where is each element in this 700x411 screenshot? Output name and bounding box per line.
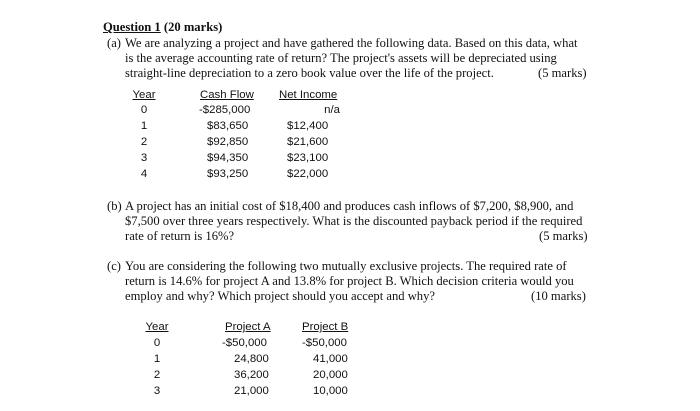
table-a-header-year: Year: [132, 89, 156, 101]
table-c-project-a: 36,200: [234, 369, 269, 381]
part-c-label: (c): [107, 259, 121, 273]
part-b-line-2: $7,500 over three years respectively. What is the discounted payback period if the required: [125, 214, 583, 228]
question-marks: (20 marks): [160, 20, 223, 34]
table-a-cashflow: $83,650: [207, 120, 249, 132]
part-b-line-3: rate of return is 16%?: [125, 229, 235, 243]
part-c-marks: (10 marks): [531, 289, 586, 303]
table-c-project-b: 10,000: [313, 385, 348, 397]
table-c-header-project-a: Project A: [225, 321, 271, 333]
question-title: Question 1: [103, 20, 161, 34]
part-a-label: (a): [107, 36, 121, 50]
table-c-project-b: -$50,000: [302, 337, 347, 349]
part-b-label: (b): [107, 199, 122, 213]
table-c-year: 3: [153, 385, 161, 397]
part-a-line-1: We are analyzing a project and have gathered the following data. Based on this data, what: [125, 36, 578, 50]
table-c-year: 0: [153, 337, 161, 349]
table-a-header-netincome: Net Income: [279, 89, 338, 101]
table-a-cashflow: $93,250: [207, 168, 249, 180]
table-c-project-a: 21,000: [234, 385, 269, 397]
table-a-year: 4: [140, 168, 148, 180]
table-a-year: 2: [140, 136, 148, 148]
part-b-marks: (5 marks): [539, 229, 588, 243]
table-a-year: 1: [140, 120, 148, 132]
part-c-line-2: return is 14.6% for project A and 13.8% for project B. Which decision criteria would you: [125, 274, 574, 288]
table-a-netincome: $22,000: [287, 168, 329, 180]
part-a-line-3: straight-line depreciation to a zero book value over the life of the project.: [125, 66, 494, 80]
table-a-netincome: $23,100: [287, 152, 329, 164]
table-a-netincome: $12,400: [287, 120, 329, 132]
table-c-year: 1: [153, 353, 161, 365]
table-a-cashflow: $92,850: [207, 136, 249, 148]
table-c-year: 2: [153, 369, 161, 381]
table-a-header-cashflow: Cash Flow: [200, 89, 254, 101]
table-a-netincome: n/a: [324, 104, 340, 116]
table-a-year: 3: [140, 152, 148, 164]
part-a-marks: (5 marks): [538, 66, 587, 80]
part-b-line-1: A project has an initial cost of $18,400 and produces cash inflows of $7,200, $8,900, and: [125, 199, 574, 213]
table-c-project-a: -$50,000: [222, 337, 267, 349]
table-a-cashflow: -$285,000: [199, 104, 251, 116]
table-a-netincome: $21,600: [287, 136, 329, 148]
question-heading: [103, 20, 222, 34]
part-c-line-1: You are considering the following two mutually exclusive projects. The required rate of: [125, 259, 567, 273]
table-a-cashflow: $94,350: [207, 152, 249, 164]
part-a-line-2: is the average accounting rate of return? The project's assets will be depreciated using: [125, 51, 557, 65]
table-c-header-year: Year: [145, 321, 169, 333]
table-a-year: 0: [140, 104, 148, 116]
table-c-project-a: 24,800: [234, 353, 269, 365]
table-c-project-b: 41,000: [313, 353, 348, 365]
table-c-header-project-b: Project B: [302, 321, 349, 333]
part-c-line-3: employ and why? Which project should you accept and why?: [125, 289, 435, 303]
table-c-project-b: 20,000: [313, 369, 348, 381]
